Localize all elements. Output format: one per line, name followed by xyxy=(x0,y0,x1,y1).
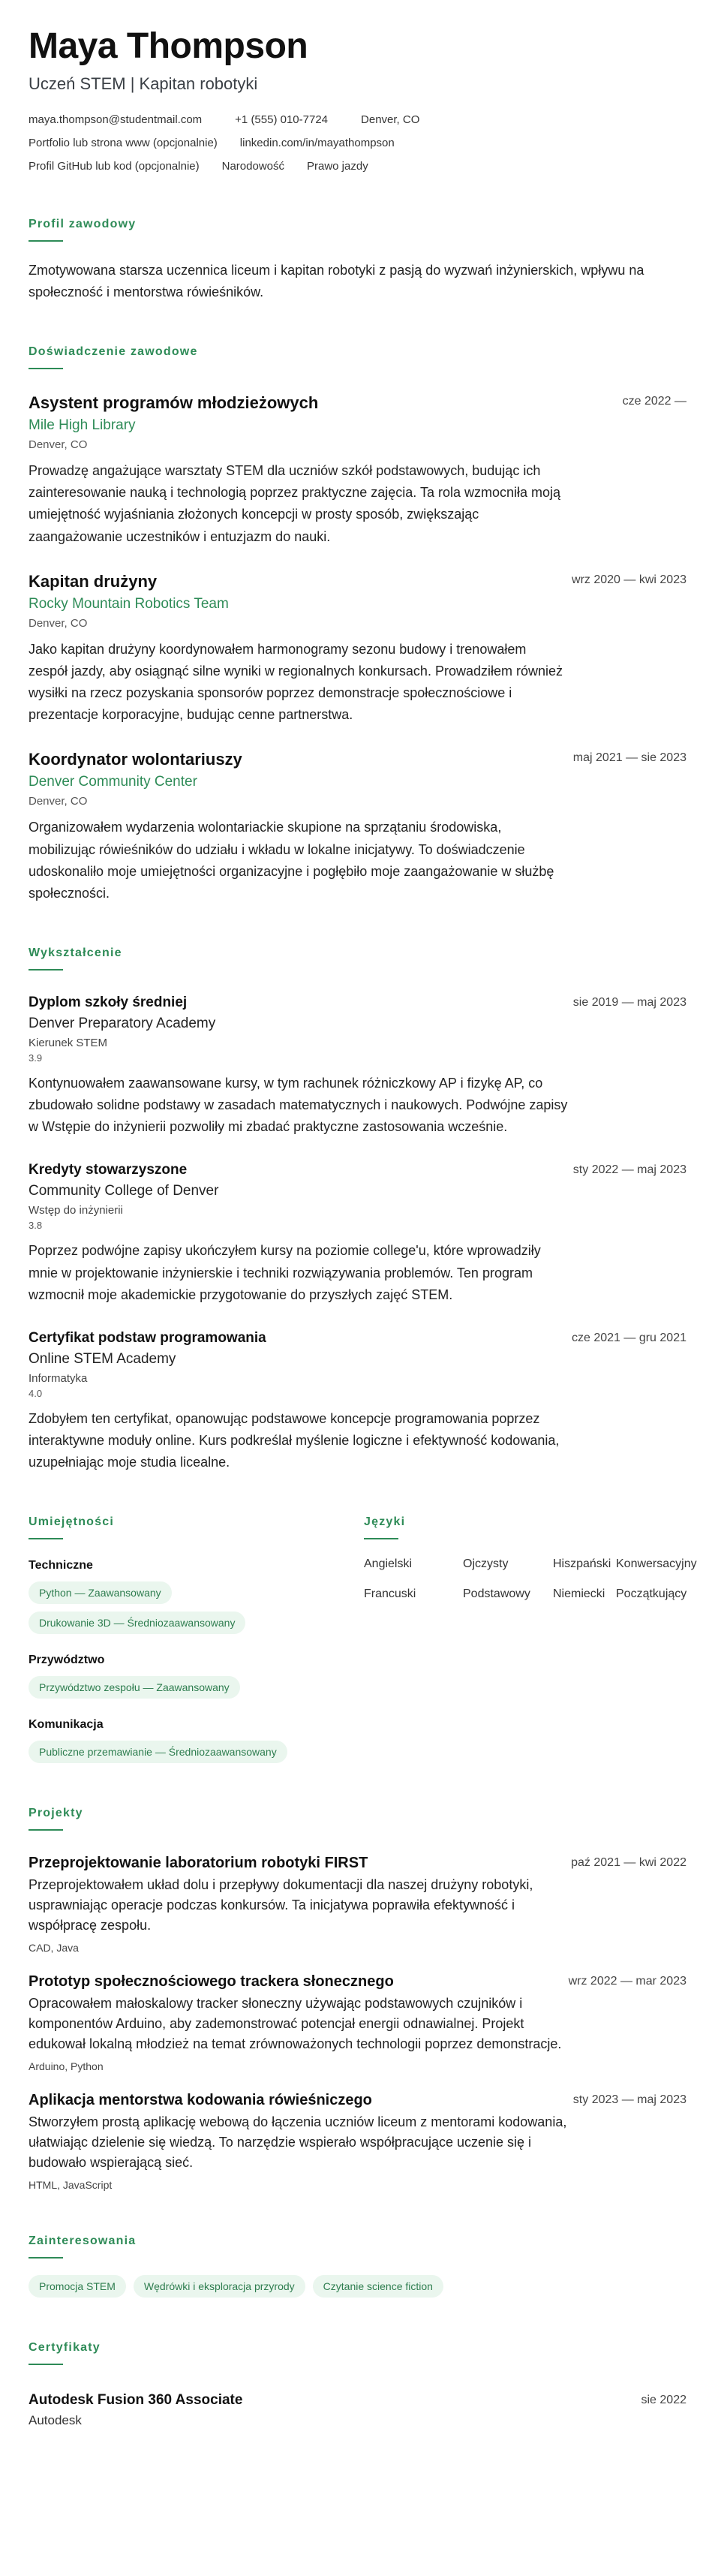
section-divider xyxy=(29,2364,63,2365)
experience-description: Prowadzę angażujące warsztaty STEM dla uczniów szkół podstawowych, budując ich zainteresowanie nauką i technologią poprzez praktyczne zajęcia. Ta rola wzmocniła moją umiejętność wyjaśniania złożonych koncepcji w prosty sposób, zwiększając zaangażowanie uczestników i entuzjazm do nauki. xyxy=(29,463,561,544)
candidate-headline: Uczeń STEM | Kapitan robotyki xyxy=(29,74,258,93)
education-item xyxy=(29,995,686,1138)
section-title: Języki xyxy=(364,1515,406,1529)
project-item xyxy=(29,2092,686,2191)
experience-location: Denver, CO xyxy=(29,616,88,630)
certification-item xyxy=(29,2392,686,2428)
project-item xyxy=(29,1855,686,1954)
candidate-name: Maya Thompson xyxy=(29,26,308,66)
certification-issuer: Autodesk xyxy=(29,2413,82,2428)
section-divider xyxy=(29,368,63,369)
skill-chip: Publiczne przemawianie — Średniozaawansowany xyxy=(29,1741,287,1763)
language-level: Początkujący xyxy=(616,1587,687,1601)
project-name: Aplikacja mentorstwa kodowania rówieśniczego xyxy=(29,2092,372,2109)
summary-section xyxy=(29,218,686,303)
education-gpa: 3.8 xyxy=(29,1220,43,1232)
experience-role: Koordynator wolontariuszy xyxy=(29,750,242,769)
section-divider xyxy=(364,1538,398,1539)
section-title: Zainteresowania xyxy=(29,2234,137,2248)
education-field: Kierunek STEM xyxy=(29,1036,108,1049)
section-divider xyxy=(29,1829,63,1831)
project-description: Opracowałem małoskalowy tracker słoneczny używając podstawowych czujników i komponentów Arduino, aby zademonstrować potencjał energii odnawialnej. Projekt edukował lokalną młodzież na temat zrównoważonych technologii poprzez demonstracje. xyxy=(29,1996,562,2052)
section-title: Wykształcenie xyxy=(29,946,122,959)
language-level: Ojczysty xyxy=(463,1557,509,1571)
experience-role: Asystent programów młodzieżowych xyxy=(29,393,319,413)
project-description: Stworzyłem prostą aplikację webową do łączenia uczniów liceum z mentorami kodowania, ułatwiając dzielenie się wiedzą. To narzędzie wspierało współpracujące uczenie się i budowało wspierającą sieć. xyxy=(29,2114,567,2171)
contact-extra-row xyxy=(29,160,686,173)
contact-nationality: Narodowość xyxy=(221,159,284,173)
education-degree: Kredyty stowarzyszone xyxy=(29,1162,188,1178)
contact-row xyxy=(29,113,686,126)
section-title: Certyfikaty xyxy=(29,2341,101,2355)
project-tech: HTML, JavaScript xyxy=(29,2179,113,2192)
project-date: paź 2021 — kwi 2022 xyxy=(571,1856,686,1870)
experience-date: maj 2021 — sie 2023 xyxy=(572,751,686,765)
section-title: Umiejętności xyxy=(29,1515,114,1529)
education-description: Kontynuowałem zaawansowane kursy, w tym rachunek różniczkowy AP i fizykę AP, co zbudowało solidne podstawy w zasadach matematycznych i naukowych. Podwójne zapisy w Wstępie do inżynierii pozwoliły mi zbadać praktyczne zastosowania wcześnie. xyxy=(29,1075,568,1135)
interest-chip: Wędrówki i eksploracja przyrody xyxy=(134,2275,305,2298)
certification-date: sie 2022 xyxy=(641,2394,686,2407)
skill-chip: Przywództwo zespołu — Zaawansowany xyxy=(29,1676,240,1699)
experience-location: Denver, CO xyxy=(29,795,88,808)
experience-org: Denver Community Center xyxy=(29,774,197,790)
education-school: Online STEM Academy xyxy=(29,1350,176,1367)
education-field: Wstęp do inżynierii xyxy=(29,1204,123,1217)
education-description: Zdobyłem ten certyfikat, opanowując podstawowe koncepcje programowania poprzez interaktywne moduły online. Kurs podkreślał myślenie logiczne i efektywność kodowania, uzupełniając moje studia licealne. xyxy=(29,1410,560,1470)
education-gpa: 4.0 xyxy=(29,1387,43,1399)
education-field: Informatyka xyxy=(29,1371,88,1385)
interests-section xyxy=(29,2234,686,2298)
section-divider xyxy=(29,1538,63,1539)
skill-category: Przywództwo xyxy=(29,1654,105,1667)
skill-chip-row xyxy=(29,1581,344,1634)
language-name: Hiszpański xyxy=(553,1557,611,1571)
skill-chip: Drukowanie 3D — Średniozaawansowany xyxy=(29,1612,245,1634)
certifications-section xyxy=(29,2341,686,2428)
language-name: Francuski xyxy=(364,1587,416,1601)
education-item xyxy=(29,1330,686,1473)
skill-category: Techniczne xyxy=(29,1559,93,1572)
project-date: sty 2023 — maj 2023 xyxy=(572,2093,686,2107)
project-date: wrz 2022 — mar 2023 xyxy=(568,1975,686,1988)
experience-location: Denver, CO xyxy=(29,438,88,452)
languages-table xyxy=(364,1557,697,1601)
section-divider xyxy=(29,240,63,242)
project-description: Przeprojektowałem układ dolu i przepływy dokumentacji dla naszej drużyny robotyki, usprawniając operacje podczas konkursów. Ta inicjatywa poprawiła efektywność i współpracę zespołu. xyxy=(29,1877,533,1934)
interest-chip-row xyxy=(29,2275,686,2298)
education-section xyxy=(29,946,686,1473)
skill-chip-row xyxy=(29,1741,344,1763)
experience-item xyxy=(29,393,686,548)
education-date: cze 2021 — gru 2021 xyxy=(572,1331,686,1344)
section-title: Profil zawodowy xyxy=(29,217,137,230)
experience-org: Mile High Library xyxy=(29,417,136,434)
education-item xyxy=(29,1162,686,1305)
contact-email[interactable]: maya.thompson@studentmail.com xyxy=(29,113,203,126)
skill-chip-row xyxy=(29,1676,344,1699)
project-tech: Arduino, Python xyxy=(29,2060,104,2073)
interest-chip: Czytanie science fiction xyxy=(313,2275,443,2298)
section-divider xyxy=(29,2257,63,2259)
language-name: Angielski xyxy=(364,1557,413,1571)
languages-column xyxy=(364,1515,697,1763)
education-school: Denver Preparatory Academy xyxy=(29,1015,216,1031)
section-divider xyxy=(29,969,63,971)
experience-description: Jako kapitan drużyny koordynowałem harmonogramy sezonu budowy i trenowałem zespół jazdy, aby osiągnąć silne wyniki w regionalnych konkursach. Prowadziłem również wysiłki na rzecz pozyskania sponsorów poprzez demonstracje społecznościowe i prezentacje korporacyjne, budując cenne partnerstwa. xyxy=(29,641,563,723)
experience-description: Organizowałem wydarzenia wolontariackie skupione na sprzątaniu środowiska, mobilizując rówieśników do udziału i wkładu w lokalne inicjatywy. To doświadczenie udoskonaliło moje umiejętności organizacyjne i pogłębiło moje zaangażowanie w służbę społeczności. xyxy=(29,820,554,901)
skills-column xyxy=(29,1515,344,1763)
contact-license: Prawo jazdy xyxy=(307,159,368,173)
skill-chip: Python — Zaawansowany xyxy=(29,1581,172,1604)
language-level: Konwersacyjny xyxy=(616,1557,697,1571)
experience-org: Rocky Mountain Robotics Team xyxy=(29,595,229,612)
experience-date: cze 2022 — xyxy=(622,395,686,408)
skills-languages-section xyxy=(29,1515,697,1763)
contact-phone[interactable]: +1 (555) 010-7724 xyxy=(235,113,329,126)
experience-role: Kapitan drużyny xyxy=(29,571,158,591)
language-level: Podstawowy xyxy=(463,1587,530,1601)
skill-category: Komunikacja xyxy=(29,1718,104,1732)
project-item xyxy=(29,1973,686,2072)
project-tech: CAD, Java xyxy=(29,1942,79,1955)
project-name: Prototyp społecznościowego trackera słonecznego xyxy=(29,1973,394,1991)
contact-links-row xyxy=(29,137,686,149)
experience-date: wrz 2020 — kwi 2023 xyxy=(572,573,686,586)
section-title: Projekty xyxy=(29,1807,83,1820)
experience-item xyxy=(29,750,686,904)
contact-github[interactable]: Profil GitHub lub kod (opcjonalnie) xyxy=(29,159,200,173)
education-degree: Certyfikat podstaw programowania xyxy=(29,1329,266,1346)
projects-section xyxy=(29,1807,686,2191)
education-degree: Dyplom szkoły średniej xyxy=(29,994,188,1010)
education-description: Poprzez podwójne zapisy ukończyłem kursy na poziomie college'u, które wprowadziły mnie w projektowanie inżynierskie i techniki rozwiązywania problemów. Ten program wzmocnił moje akademickie przygotowanie do przyszłych zajęć STEM. xyxy=(29,1243,541,1302)
certification-name: Autodesk Fusion 360 Associate xyxy=(29,2392,243,2409)
project-name: Przeprojektowanie laboratorium robotyki FIRST xyxy=(29,1855,368,1872)
education-school: Community College of Denver xyxy=(29,1183,219,1199)
contact-website[interactable]: Portfolio lub strona www (opcjonalnie) xyxy=(29,136,218,149)
contact-location: Denver, CO xyxy=(361,113,420,126)
education-date: sie 2019 — maj 2023 xyxy=(572,995,686,1009)
contact-linkedin[interactable]: linkedin.com/in/mayathompson xyxy=(239,136,395,149)
experience-item xyxy=(29,572,686,727)
summary-text: Zmotywowana starsza uczennica liceum i kapitan robotyki z pasją do wyzwań inżynierskich, wpływu na społeczność i mentorstwa rówieśników. xyxy=(29,262,644,299)
section-title: Doświadczenie zawodowe xyxy=(29,345,198,359)
experience-section xyxy=(29,345,686,904)
education-gpa: 3.9 xyxy=(29,1052,43,1064)
interest-chip: Promocja STEM xyxy=(29,2275,126,2298)
language-name: Niemiecki xyxy=(553,1587,605,1601)
education-date: sty 2022 — maj 2023 xyxy=(572,1163,686,1177)
